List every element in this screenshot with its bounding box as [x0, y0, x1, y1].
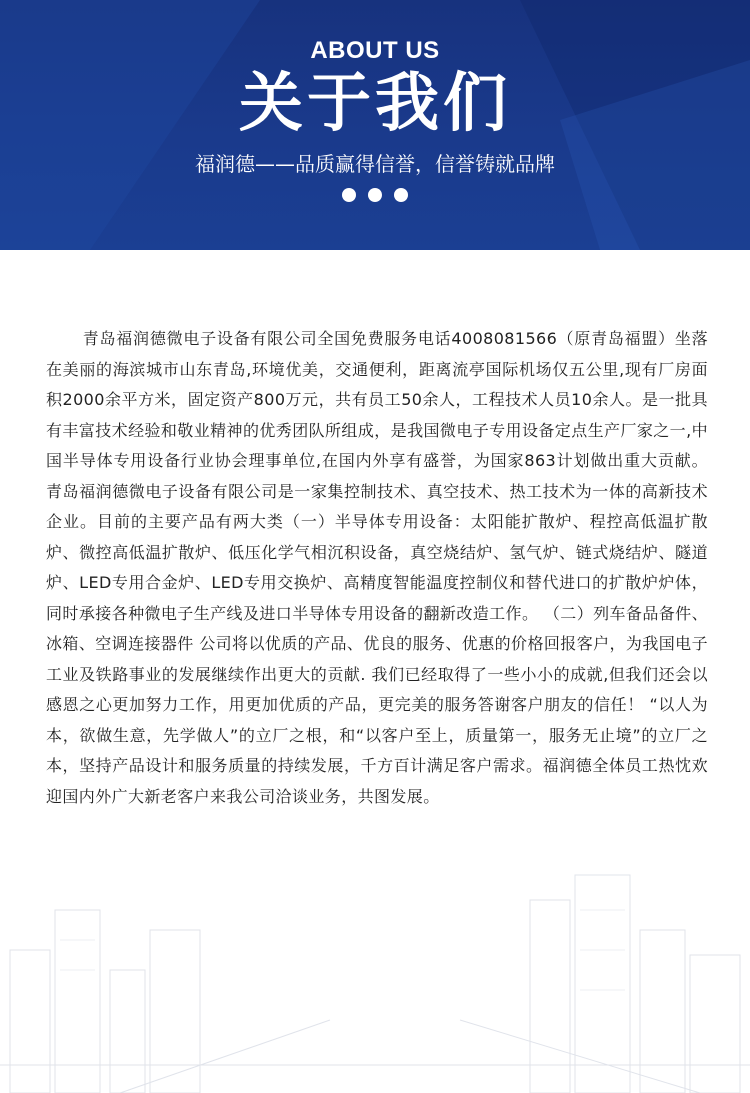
building-7 — [640, 930, 685, 1093]
building-2 — [55, 910, 100, 1093]
building-8 — [690, 955, 740, 1093]
slogan: 福润德——品质赢得信誉，信誉铸就品牌 — [195, 152, 555, 176]
building-5 — [530, 900, 570, 1093]
building-3 — [110, 970, 145, 1093]
dots-decoration — [0, 188, 750, 202]
road-line-2 — [460, 1020, 700, 1093]
header-banner — [0, 0, 750, 250]
building-4 — [150, 930, 200, 1093]
title-en: ABOUT US — [310, 37, 440, 64]
dot-2 — [368, 188, 382, 202]
dot-1 — [342, 188, 356, 202]
cityscape-watermark — [0, 780, 750, 1093]
road-line-1 — [120, 1020, 330, 1093]
building-1 — [10, 950, 50, 1093]
building-6 — [575, 875, 630, 1093]
page-title: 关于我们 — [239, 67, 511, 141]
dot-3 — [394, 188, 408, 202]
company-intro-paragraph: 青岛福润德微电子设备有限公司全国免费服务电话4008081566（原青岛福盟）坐落在美丽的海滨城市山东青岛,环境优美，交通便利，距离流亭国际机场仅五公里,现有厂房面积2000余平方米，固定资产800万元，共有员工50余人，工程技术人员10余人。是一批具有丰富技术经验和敬业精神的优秀团队所组成，是我国微电子专用设备定点生产厂家之一,中国半导体专用设备行业协会理事单位,在国内外享有盛誉，为国家863计划做出重大贡献。 青岛福润德微电子设备有限公司是一家集控制技术、真空技术、热工技术为一体的高新技术企业。目前的主要产品有两大类（一）半导体专用设备：太阳能扩散炉、程控高低温扩散炉、微控高低温扩散炉、低压化学气相沉积设备，真空烧结炉、氢气炉、链式烧结炉、隧道炉、LED专用合金炉、LED专用交换炉、高精度智能温度控制仪和替代进口的扩散炉炉体， 同时承接各种微电子生产线及进口半导体专用设备的翻新改造工作。 （二）列车备品备件、冰箱、空调连接器件 公司将以优质的产品、优良的服务、优惠的价格回报客户，为我国电子工业及铁路事业的发展继续作出更大的贡献. 我们已经取得了一些小小的成就,但我们还会以感恩之心更加努力工作，用更加优质的产品，更完美的服务答谢客户朋友的信任！ “以人为本，欲做生意，先学做人”的立厂之根，和“以客户至上，质量第一，服务无止境”的立厂之本，坚持产品设计和服务质量的持续发展，千方百计满足客户需求。福润德全体员工热忱欢迎国内外广大新老客户来我公司洽谈业务，共图发展。 — [46, 329, 708, 806]
